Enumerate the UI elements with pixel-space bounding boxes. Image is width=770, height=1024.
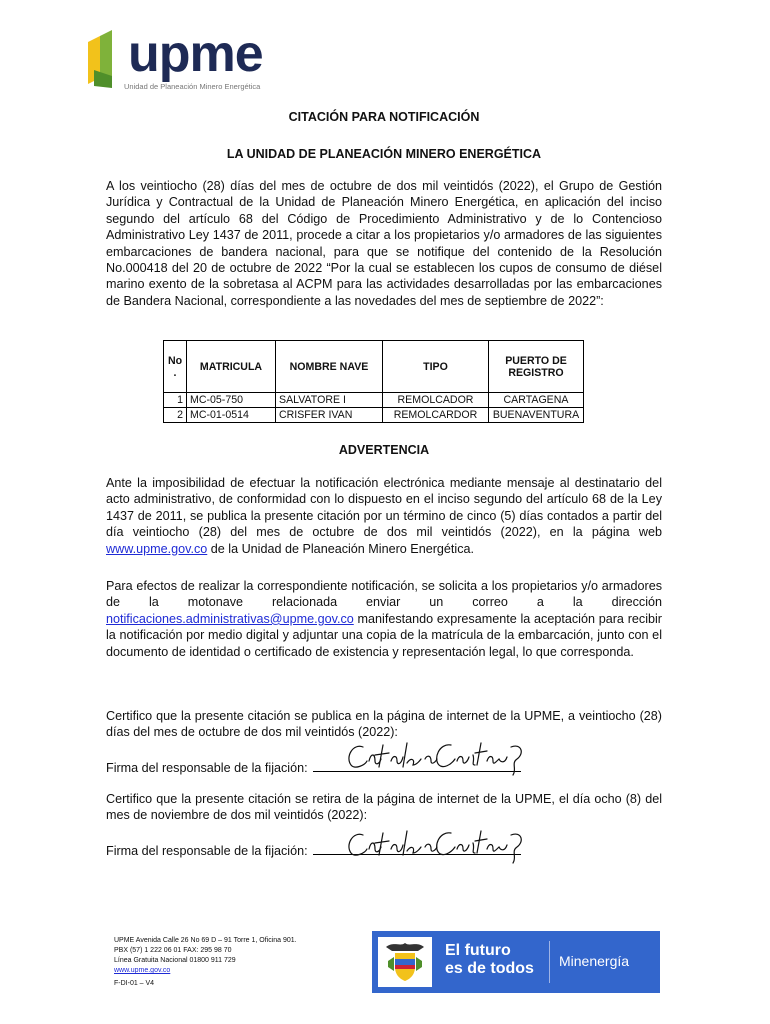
intro-paragraph: A los veintiocho (28) días del mes de octubre de dos mil veintidós (2022), el Grupo de Gestión Jurídica y Contractual de la Unidad de Planeación Minero Energética, en aplicación del inciso segundo del artículo 68 del Código de Procedimiento Administrativo y de lo Contencioso Administrativo Ley 1437 de 2011, procede a citar a los propietarios y/o armadores de las siguientes embarcaciones de bandera nacional, para que se notifique del contenido de la Resolución No.000418 del 20 de octubre de 2022 “Por la cual se establecen los cupos de consumo de diésel marino exento de la sobretasa al ACPM para las actividades desarrolladas por las embarcaciones de Bandera Nacional, correspondiente a las novedades del mes de septiembre de 2022”: [106, 179, 662, 308]
header-no: No . [164, 341, 187, 393]
upme-website-link[interactable]: www.upme.gov.co [106, 541, 208, 556]
handwritten-signature-1 [335, 735, 535, 780]
row-puerto: CARTAGENA [489, 393, 584, 408]
logo-wordmark: upme [128, 25, 263, 83]
handwritten-signature-2 [335, 823, 535, 868]
row-nombre-nave: CRISFER IVAN [276, 408, 383, 423]
slogan-line-2: es de todos [445, 960, 534, 977]
header-matricula: MATRICULA [187, 341, 276, 393]
advertencia-p2-tail: manifestando expresamente la aceptación para recibir la notificación por medio digital y adjuntar una copia de la matrícula de la embarcación, junto con el documento de identidad o certificado de existencia y representación legal, lo que corresponda. [106, 611, 662, 659]
advertencia-heading: ADVERTENCIA [338, 443, 430, 457]
table-row [164, 408, 584, 423]
notification-email-link[interactable]: notificaciones.administrativas@upme.gov.co [106, 611, 354, 626]
footer-toll-free: Línea Gratuita Nacional 01800 911 729 [114, 957, 236, 964]
upme-logo [86, 25, 266, 98]
government-banner [372, 931, 660, 993]
banner-slogan [445, 942, 534, 978]
row-nombre-nave: SALVATORE I [276, 393, 383, 408]
row-puerto: BUENAVENTURA [489, 408, 584, 423]
header-puerto: PUERTO DE REGISTRO [489, 341, 584, 393]
upme-logo-mark-icon [86, 30, 128, 92]
banner-ministry: Minenergía [559, 953, 630, 969]
footer-address: UPME Avenida Calle 26 No 69 D – 91 Torre 1, Oficina 901. [114, 937, 297, 944]
header-tipo: TIPO [383, 341, 489, 393]
document-title: CITACIÓN PARA NOTIFICACIÓN [288, 110, 480, 124]
footer-website-link[interactable]: www.upme.gov.co [114, 967, 171, 974]
row-tipo: REMOLCADOR [383, 393, 489, 408]
row-tipo: REMOLCARDOR [383, 408, 489, 423]
advertencia-p1-tail: de la Unidad de Planeación Minero Energética. [207, 541, 475, 556]
colombia-coat-of-arms-icon [378, 937, 432, 987]
table-header-row [164, 341, 584, 393]
signature-label-1: Firma del responsable de la fijación: [106, 761, 312, 775]
document-subtitle: LA UNIDAD DE PLANEACIÓN MINERO ENERGÉTICA [226, 147, 542, 161]
advertencia-p1-text: Ante la imposibilidad de efectuar la notificación electrónica mediante mensaje al destinatario del acto administrativo, de conformidad con lo dispuesto en el inciso segundo del artículo 68 de la Ley 1437 de 2011, se publica la presente citación por un término de cinco (5) días contados a partir del día veintiocho (28) del mes de octubre de dos mil veintidós (2022), en la página web [106, 476, 662, 540]
logo-subtitle: Unidad de Planeación Minero Energética [124, 82, 261, 91]
row-number: 1 [164, 393, 187, 408]
signature-label-2: Firma del responsable de la fijación: [106, 844, 312, 858]
advertencia-paragraph-2 [106, 578, 662, 660]
publish-certificate: Certifico que la presente citación se publica en la página de internet de la UPME, a veintiocho (28) días del mes de octubre de dos mil veintidós (2022): [106, 709, 662, 740]
slogan-line-1: El futuro [445, 942, 511, 959]
withdraw-certificate: Certifico que la presente citación se retira de la página de internet de la UPME, el día ocho (8) del mes de noviembre de dos mil veintidós (2022): [106, 792, 662, 823]
form-code: F-DI-01 – V4 [114, 980, 155, 987]
coat-of-arms-shape [378, 937, 432, 987]
advertencia-p2-text: Para efectos de realizar la correspondiente notificación, se solicita a los propietarios y/o armadores de la motonave relacionada enviar un correo a la dirección [106, 579, 662, 610]
row-number: 2 [164, 408, 187, 423]
vessels-table [163, 340, 584, 423]
table-row [164, 393, 584, 408]
header-nombre-nave: NOMBRE NAVE [276, 341, 383, 393]
footer-contact [114, 936, 297, 976]
footer-phone: PBX (57) 1 222 06 01 FAX: 295 98 70 [114, 947, 232, 954]
banner-divider [549, 941, 550, 983]
row-matricula: MC-01-0514 [187, 408, 276, 423]
advertencia-paragraph-1 [106, 475, 662, 557]
row-matricula: MC-05-750 [187, 393, 276, 408]
